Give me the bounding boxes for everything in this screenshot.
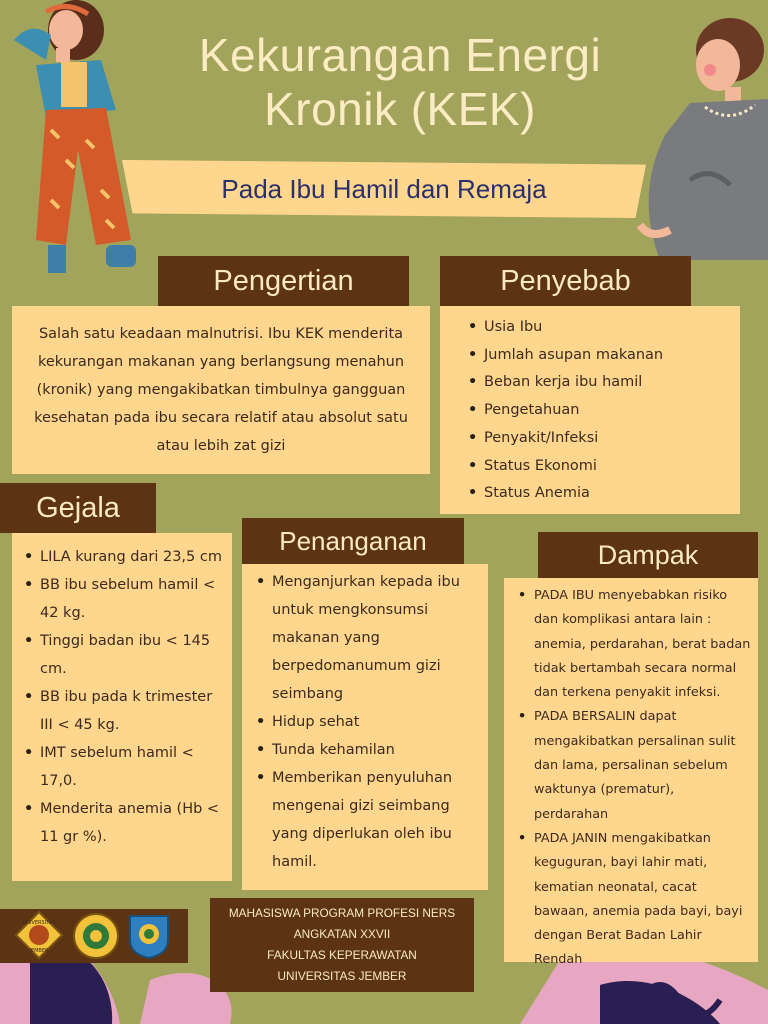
penyebab-list (468, 314, 730, 508)
penyebab-heading: Penyebab (440, 256, 691, 306)
gejala-panel (12, 533, 232, 881)
list-item: • Usia Ibu (468, 314, 730, 342)
list-item: • Menganjurkan kepada ibu untuk mengkonsumsi makanan yang berpedomanumum gizi seimbang (256, 568, 476, 708)
list-item: • Jumlah asupan makanan (468, 342, 730, 370)
list-item: • Menderita anemia (Hb < 11 gr %). (24, 795, 224, 851)
gejala-list (24, 543, 224, 851)
list-item: • Tinggi badan ibu < 145 cm. (24, 627, 224, 683)
list-item: • Beban kerja ibu hamil (468, 369, 730, 397)
list-item: • BB ibu sebelum hamil < 42 kg. (24, 571, 224, 627)
footer-line-4: UNIVERSITAS JEMBER (277, 969, 407, 983)
footer-line-2: ANGKATAN XXVII (293, 927, 391, 941)
footer-box (210, 898, 474, 992)
pregnant-woman-illustration (630, 15, 768, 260)
list-item: • PADA BERSALIN dapat mengakibatkan persalinan sulit dan lama, persalinan sebelum waktunya (prematur), perdarahan (518, 705, 752, 826)
list-item: • Memberikan penyuluhan mengenai gizi seimbang yang diperlukan oleh ibu hamil. (256, 764, 476, 876)
pengertian-panel (12, 306, 430, 474)
subtitle: Pada Ibu Hamil dan Remaja (221, 173, 547, 204)
list-item: • PADA IBU menyebabkan risiko dan komplikasi antara lain : anemia, perdarahan, berat badan tidak bertambah secara normal dan terkena penyakit infeksi. (518, 584, 752, 705)
girl-illustration (6, 0, 156, 280)
dampak-heading: Dampak (538, 532, 758, 578)
list-item: • BB ibu pada k trimester III < 45 kg. (24, 683, 224, 739)
faculty-logo-icon (72, 912, 120, 960)
list-item: • Penyakit/Infeksi (468, 425, 730, 453)
dampak-panel (504, 578, 758, 968)
list-item: • Tunda kehamilan (256, 736, 476, 764)
penanganan-panel (242, 564, 488, 890)
dampak-list (518, 584, 752, 973)
list-item: • Hidup sehat (256, 708, 476, 736)
svg-text:JEMBER: JEMBER (29, 948, 49, 954)
pengertian-text: Salah satu keadaan malnutrisi. Ibu KEK menderita kekurangan makanan yang berlangsung menahun (kronik) yang mengakibatkan timbulnya gangguan kesehatan pada ibu secara relatif atau absolut satu atau lebih zat gizi (34, 326, 408, 454)
list-item: • LILA kurang dari 23,5 cm (24, 543, 224, 571)
list-item: • PADA JANIN mengakibatkan keguguran, bayi lahir mati, kematian neonatal, cacat bawaan, anemia pada bayi, bayi dengan Berat Badan Lahir Rendah (518, 827, 752, 973)
list-item: • IMT sebelum hamil < 17,0. (24, 739, 224, 795)
title-line-1: Kekurangan Energi (198, 29, 602, 81)
penanganan-heading: Penanganan (242, 518, 464, 564)
penanganan-list (256, 568, 476, 876)
list-item: • Status Anemia (468, 480, 730, 508)
poster-title (150, 28, 650, 136)
list-item: • Status Ekonomi (468, 453, 730, 481)
footer-line-1: MAHASISWA PROGRAM PROFESI NERS (228, 906, 456, 920)
pengertian-heading: Pengertian (158, 256, 409, 306)
association-logo-icon (126, 912, 172, 960)
list-item: • Pengetahuan (468, 397, 730, 425)
gejala-heading: Gejala (0, 483, 156, 533)
svg-text:UNIVERSITAS: UNIVERSITAS (22, 920, 56, 926)
title-line-2: Kronik (KEK) (264, 83, 536, 135)
penyebab-panel (440, 306, 740, 514)
university-logo-icon (14, 910, 64, 960)
footer-line-3: FAKULTAS KEPERAWATAN (267, 948, 417, 962)
